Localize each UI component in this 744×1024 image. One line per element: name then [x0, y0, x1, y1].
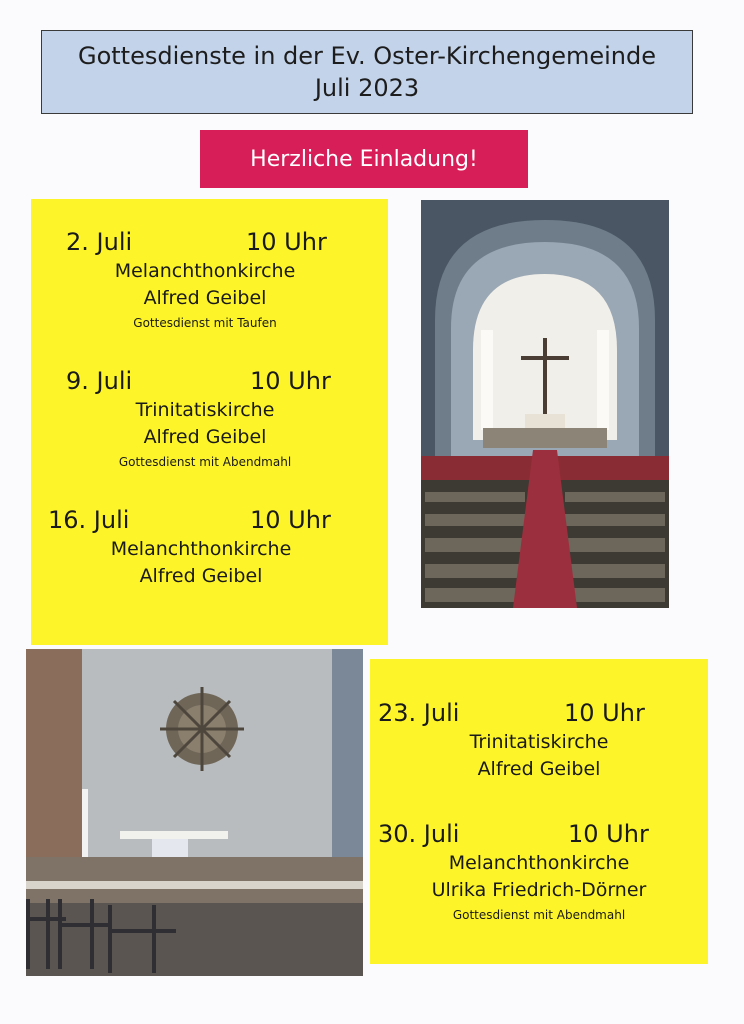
service-church: Trinitatiskirche: [135, 399, 275, 421]
service-time: 10 Uhr: [568, 820, 649, 848]
service-church: Melanchthonkirche: [110, 538, 292, 560]
service-note: Gottesdienst mit Taufen: [133, 316, 277, 330]
church-interior-photo: [421, 200, 669, 608]
service-date: 23. Juli: [378, 699, 460, 727]
service-note: Gottesdienst mit Abendmahl: [118, 455, 292, 469]
service-date: 9. Juli: [66, 367, 133, 395]
service-time: 10 Uhr: [246, 228, 327, 256]
service-entry: [376, 699, 702, 783]
service-entry: [376, 820, 702, 924]
service-entry: [60, 367, 350, 471]
modern-church-photo: [26, 649, 363, 976]
service-church: Trinitatiskirche: [469, 731, 609, 753]
service-preacher: Ulrika Friedrich-Dörner: [431, 879, 647, 901]
service-date: 30. Juli: [378, 820, 460, 848]
service-preacher: Alfred Geibel: [477, 758, 601, 780]
service-date: 16. Juli: [48, 506, 130, 534]
service-time: 10 Uhr: [250, 367, 331, 395]
service-note: Gottesdienst mit Abendmahl: [452, 908, 626, 922]
service-preacher: Alfred Geibel: [143, 287, 267, 309]
service-date: 2. Juli: [66, 228, 133, 256]
flyer-header: [41, 30, 693, 114]
service-time: 10 Uhr: [250, 506, 331, 534]
invitation-banner: Herzliche Einladung!: [200, 130, 528, 188]
service-preacher: Alfred Geibel: [143, 426, 267, 448]
service-church: Melanchthonkirche: [448, 852, 630, 874]
service-time: 10 Uhr: [564, 699, 645, 727]
header-title-line1: Gottesdienste in der Ev. Oster-Kirchengemeinde: [77, 42, 657, 70]
service-preacher: Alfred Geibel: [139, 565, 263, 587]
service-church: Melanchthonkirche: [114, 260, 296, 282]
service-entry: [60, 228, 350, 332]
service-entry: [46, 506, 350, 590]
header-title-line2: Juli 2023: [314, 74, 420, 102]
